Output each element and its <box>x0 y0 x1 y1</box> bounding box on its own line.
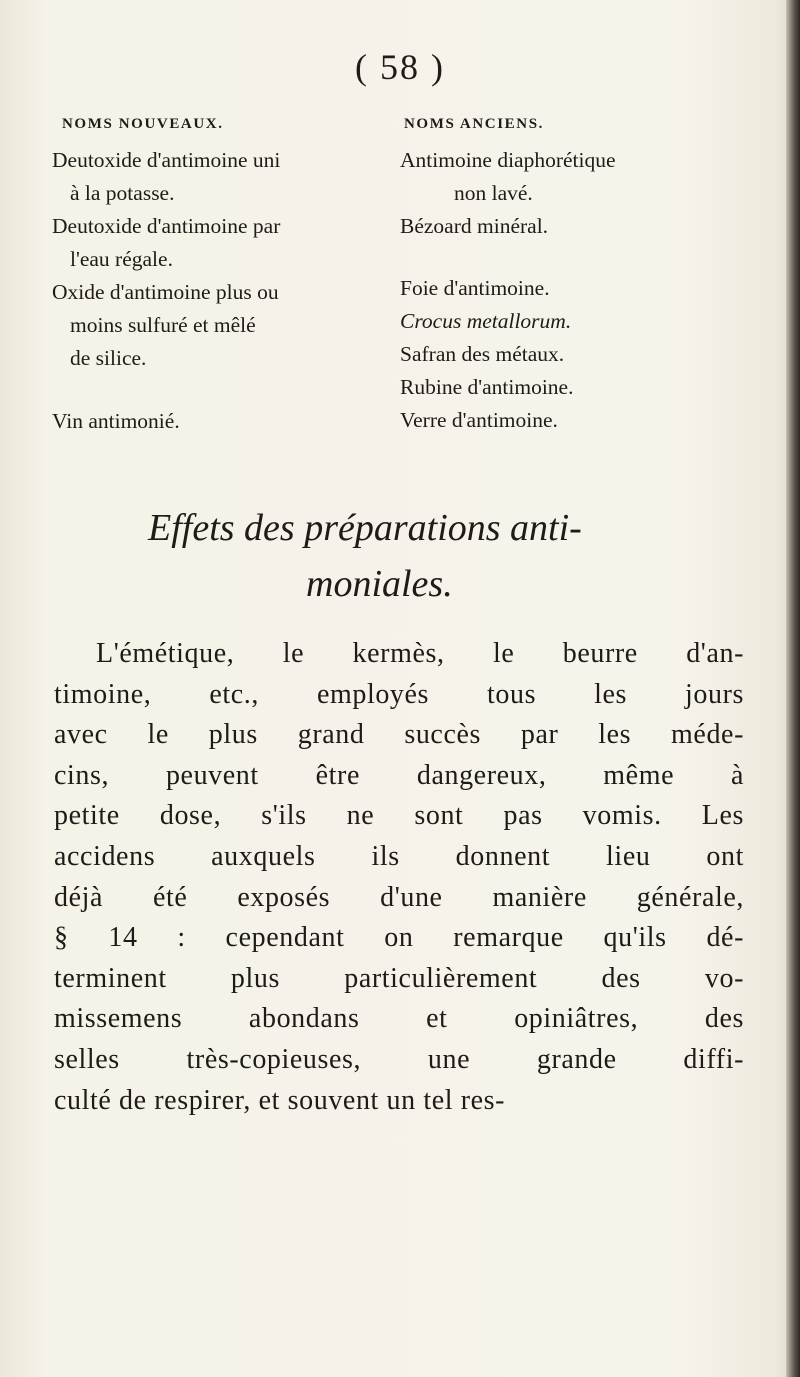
old-names-column <box>400 144 790 437</box>
paragraph-line: timoine, etc., employés tous les jours <box>54 678 744 710</box>
paragraph-line: missemens abondans et opiniâtres, des <box>54 1003 744 1035</box>
paragraph-line: § 14 : cependant on remarque qu'ils dé- <box>54 922 744 954</box>
entry-line: Bézoard minéral. <box>400 214 549 238</box>
entry-line: non lavé. <box>454 181 533 205</box>
entry-line: moins sulfuré et mêlé <box>70 313 256 337</box>
paragraph-line: selles très-copieuses, une grande diffi- <box>54 1043 744 1075</box>
paragraph-line: terminent plus particulièrement des vo- <box>54 962 744 994</box>
paragraph-line: petite dose, s'ils ne sont pas vomis. Les <box>54 800 744 832</box>
entry-line: Verre d'antimoine. <box>400 408 558 432</box>
entry-line: de silice. <box>70 346 147 370</box>
entry-line: Rubine d'antimoine. <box>400 375 574 399</box>
page-number: ( 58 ) <box>355 47 445 87</box>
entry-line: Crocus metallorum. <box>400 309 572 333</box>
section-title <box>0 500 800 612</box>
new-name-entry <box>52 210 372 276</box>
paragraph-line: accidens auxquels ils donnent lieu ont <box>54 840 744 872</box>
section-title-line: Effets des préparations anti- <box>148 507 582 549</box>
entry-line: Foie d'antimoine. <box>400 276 550 300</box>
entry-line: Safran des métaux. <box>400 342 565 366</box>
entry-line: Vin antimonié. <box>52 409 180 433</box>
header-old-names: NOMS ANCIENS. <box>404 116 544 132</box>
section-title-line: moniales. <box>306 563 453 605</box>
paragraph-line: culté de respirer, et souvent un tel res- <box>54 1084 506 1116</box>
new-name-entry <box>52 144 372 210</box>
new-name-entry <box>52 405 372 438</box>
paragraph-line: avec le plus grand succès par les méde- <box>54 719 744 751</box>
new-name-entry <box>52 276 372 375</box>
paragraph-line: cins, peuvent être dangereux, même à <box>54 759 744 791</box>
new-names-column <box>52 144 372 438</box>
paragraph-line: L'émétique, le kermès, le beurre d'an- <box>96 638 744 669</box>
entry-line: Antimoine diaphorétique <box>400 148 616 172</box>
entry-line: à la potasse. <box>70 181 175 205</box>
entry-line: Oxide d'antimoine plus ou <box>52 280 279 304</box>
header-new-names: NOMS NOUVEAUX. <box>62 116 224 132</box>
paragraph-line: déjà été exposés d'une manière générale, <box>54 881 744 913</box>
body-paragraph <box>54 634 744 1121</box>
old-name-entry <box>400 144 790 437</box>
entry-line: Deutoxide d'antimoine uni <box>52 148 281 172</box>
entry-line: l'eau régale. <box>70 247 173 271</box>
entry-line: Deutoxide d'antimoine par <box>52 214 281 238</box>
